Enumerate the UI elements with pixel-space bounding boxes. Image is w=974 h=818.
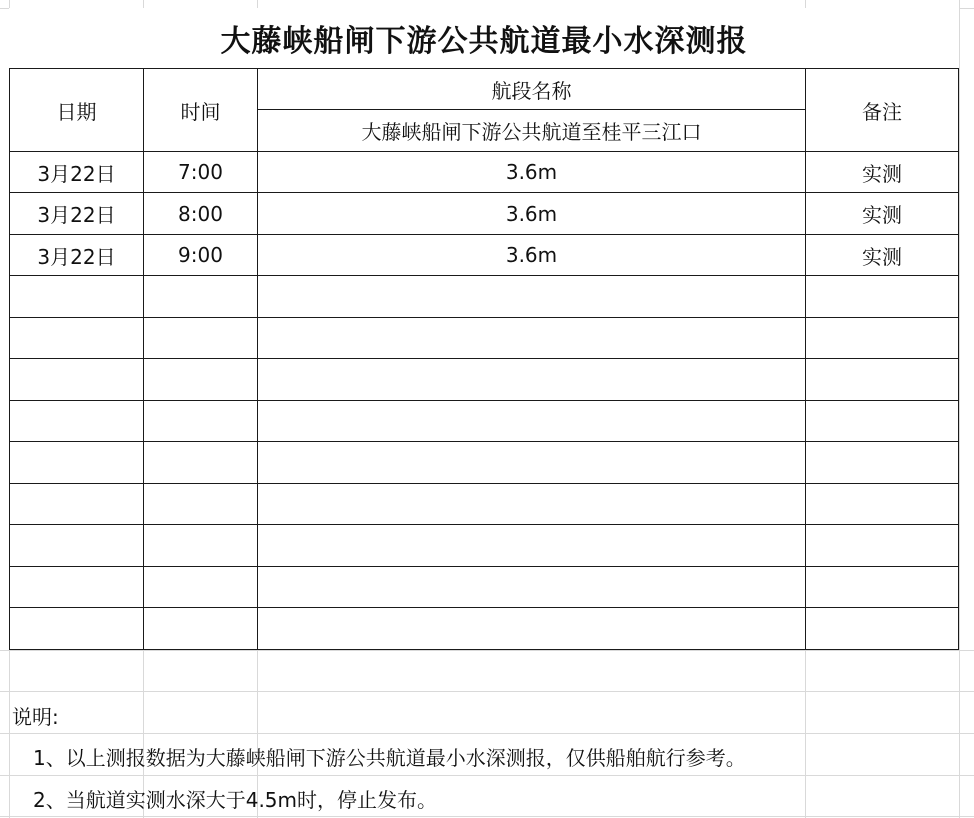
page-title: 大藤峡船闸下游公共航道最小水深测报 (9, 8, 959, 68)
header-remark[interactable]: 备注 (862, 99, 902, 124)
table-row-1-depth[interactable]: 3.6m (505, 160, 558, 184)
table-row-2-depth[interactable]: 3.6m (505, 201, 558, 226)
notes-heading: 说明: (12, 705, 59, 729)
note-item-2: 2、当航道实测水深大于4.5m时，停止发布。 (33, 788, 438, 812)
table-row-2-remark[interactable]: 实测 (862, 203, 902, 227)
header-date[interactable]: 日期 (56, 99, 97, 124)
table-row-2-time[interactable]: 8:00 (178, 201, 223, 226)
table-row-3-date[interactable]: 3月22日 (37, 244, 116, 269)
table-row-1-time[interactable]: 7:00 (178, 160, 223, 184)
header-segment[interactable]: 大藤峡船闸下游公共航道至桂平三江口 (361, 120, 702, 144)
note-item-1: 1、以上测报数据为大藤峡船闸下游公共航道最小水深测报，仅供船舶航行参考。 (33, 746, 746, 770)
table-row-3-remark[interactable]: 实测 (862, 244, 902, 269)
depth-report-table (9, 68, 959, 650)
table-row-3-depth[interactable]: 3.6m (505, 243, 558, 267)
header-time[interactable]: 时间 (180, 99, 221, 124)
table-row-1-remark[interactable]: 实测 (862, 161, 902, 186)
table-row-3-time[interactable]: 9:00 (178, 243, 223, 267)
header-segment-group[interactable]: 航段名称 (491, 78, 572, 103)
table-row-1-date[interactable]: 3月22日 (37, 161, 116, 186)
table-row-2-date[interactable]: 3月22日 (37, 203, 116, 227)
